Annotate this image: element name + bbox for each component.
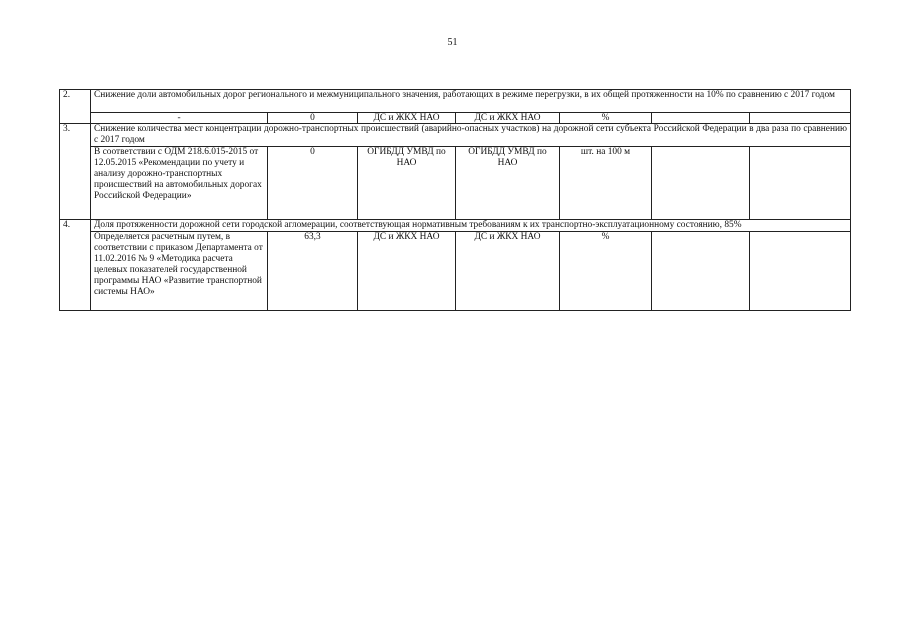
table-row [60,220,851,232]
empty-cell [750,147,851,220]
indicator-title: Доля протяженности дорожной сети городской агломерации, соответствующая нормативным требованиям к их транспортно-эксплуатационному состоянию, 85% [91,220,851,232]
calculation-method: Определяется расчетным путем, в соответствии с приказом Департамента от 11.02.2016 № 9 «Методика расчета целевых показателей государственной программы НАО «Развитие транспортной системы НАО» [91,232,268,311]
table-row [60,232,851,311]
calculation-method: - [91,113,268,124]
indicator-title: Снижение количества мест концентрации дорожно-транспортных происшествий (аварийно-опасных участков) на дорожной сети субъекта Российской Федерации в два раза по сравнению с 2017 годом [91,124,851,147]
unit: шт. на 100 м [560,147,652,220]
row-number: 2. [60,90,91,124]
calculation-method: В соответствии с ОДМ 218.6.015-2015 от 12.05.2015 «Рекомендации по учету и анализу дорожно-транспортных происшествий на автомобильных дорогах Российской Федерации» [91,147,268,220]
data-source: ДС и ЖКХ НАО [456,232,560,311]
table-row [60,147,851,220]
page-number: 51 [447,37,458,48]
empty-cell [652,147,750,220]
unit: % [560,113,652,124]
empty-cell [750,113,851,124]
unit: % [560,232,652,311]
row-number: 4. [60,220,91,311]
indicator-title: Снижение доли автомобильных дорог регионального и межмуниципального значения, работающих в режиме перегрузки, в их общей протяженности на 10% по сравнению с 2017 годом [91,90,851,113]
data-source: ОГИБДД УМВД по НАО [456,147,560,220]
base-value: 63,3 [268,232,358,311]
empty-cell [652,232,750,311]
base-value: 0 [268,147,358,220]
indicators-table [59,89,851,311]
responsible-body: ОГИБДД УМВД по НАО [358,147,456,220]
table-row [60,90,851,113]
table-row [60,124,851,147]
data-source: ДС и ЖКХ НАО [456,113,560,124]
responsible-body: ДС и ЖКХ НАО [358,113,456,124]
row-number: 3. [60,124,91,220]
empty-cell [750,232,851,311]
base-value: 0 [268,113,358,124]
responsible-body: ДС и ЖКХ НАО [358,232,456,311]
empty-cell [652,113,750,124]
table-row [60,113,851,124]
